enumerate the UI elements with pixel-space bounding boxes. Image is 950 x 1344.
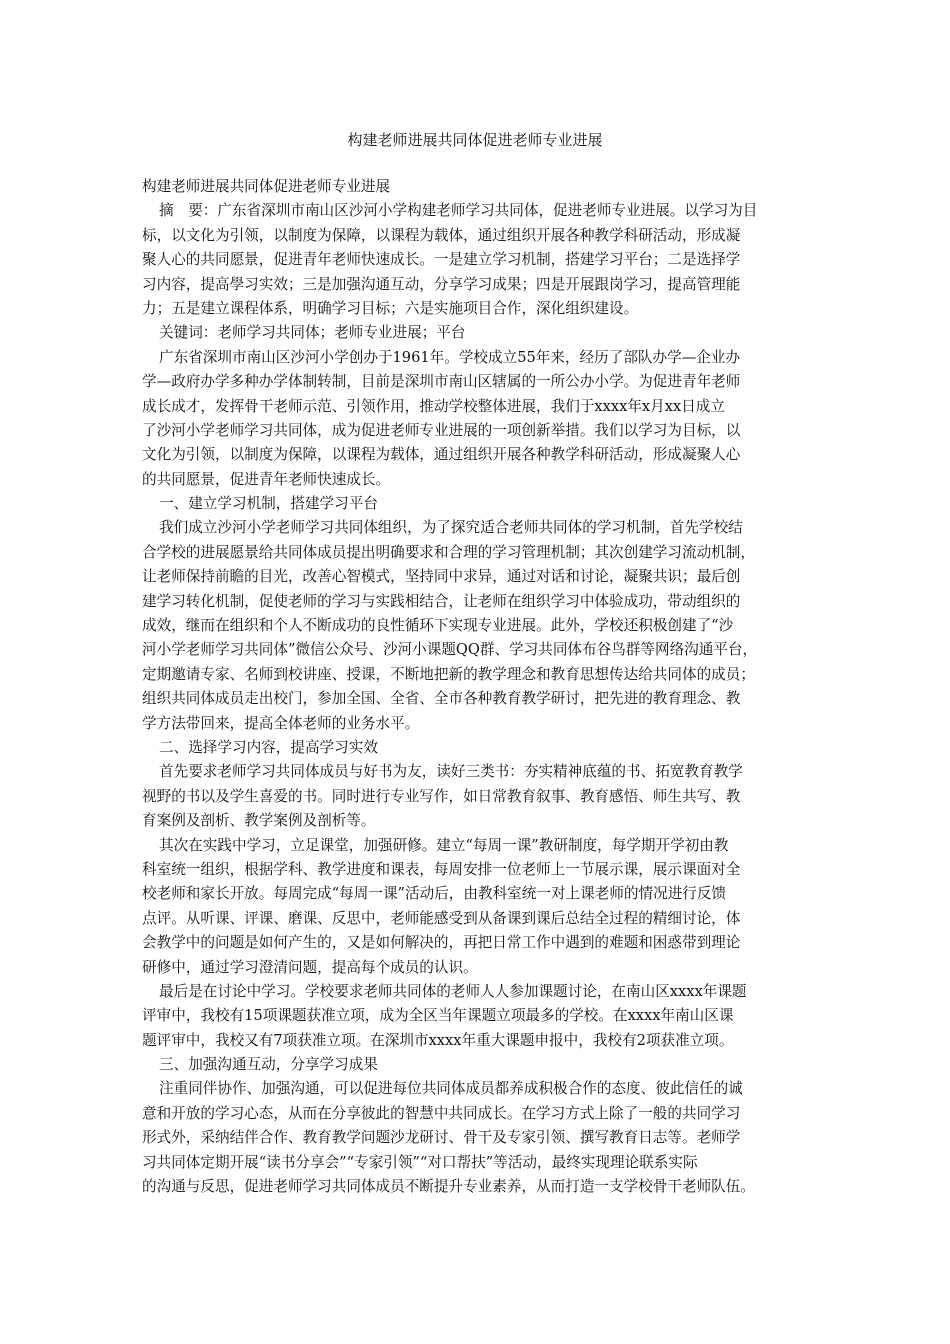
- paragraph-line: 让老师保持前瞻的目光，改善心智模式，坚持同中求异，通过对话和讨论，凝聚共识；最后创: [142, 568, 741, 586]
- paragraph-line: 会教学中的问题是如何产生的，又是如何解决的，再把日常工作中遇到的难题和困惑带到理论: [142, 934, 741, 952]
- section-heading: 一、建立学习机制，搭建学习平台: [159, 495, 378, 513]
- paragraph-line: 研修中，通过学习澄清问题，提高每个成员的认识。: [142, 958, 478, 976]
- paragraph-line: 了沙河小学老师学习共同体，成为促进老师专业进展的一项创新举措。我们以学习为目标，以: [142, 421, 741, 439]
- document-title: 构建老师进展共同体促进老师专业进展: [347, 131, 603, 149]
- abstract-line: 力；五是建立课程体系，明确学习目标；六是实施项目合作，深化组织建设。: [142, 299, 639, 317]
- paragraph-line: 组织共同体成员走出校门，参加全国、全省、全市各种教育教学研讨，把先进的教育理念、教: [142, 690, 741, 708]
- paragraph-line: 建学习转化机制，促使老师的学习与实践相结合，让老师在组织学习中体验成功，带动组织的: [142, 592, 741, 610]
- paragraph-line: 我们成立沙河小学老师学习共同体组织，为了探究适合老师共同体的学习机制，首先学校结: [159, 519, 743, 537]
- abstract-line: 摘 要：广东省深圳市南山区沙河小学构建老师学习共同体，促进老师专业进展。以学习为目: [159, 202, 758, 220]
- paragraph-line: 视野的书以及学生喜爱的书。同时进行专业写作，如日常教育叙事、教育感悟、师生共写、教: [142, 787, 741, 805]
- paragraph-line: 其次在实践中学习，立足课堂，加强研修。建立“每周一课”教研制度，每学期开学初由教: [159, 836, 729, 854]
- abstract-line: 聚人心的共同愿景，促进青年老师快速成长。一是建立学习机制，搭建学习平台；二是选择学: [142, 251, 741, 269]
- paragraph-line: 成长成才，发挥骨干老师示范、引领作用，推动学校整体进展，我们于xxxx年x月xx日成立: [142, 397, 725, 415]
- paragraph-line: 意和开放的学习心态，从而在分享彼此的智慧中共同成长。在学习方式上除了一般的共同学习: [142, 1104, 741, 1122]
- paragraph-line: 成效，继而在组织和个人不断成功的良性循环下实现专业进展。此外，学校还积极创建了“沙: [142, 617, 734, 635]
- paragraph-line: 评审中，我校有15项课题获准立项，成为全区当年课题立项最多的学校。在xxxx年南山区课: [142, 1007, 734, 1025]
- paragraph-line: 学—政府办学多种办学体制转制，目前是深圳市南山区辖属的一所公办小学。为促进青年老师: [142, 373, 741, 391]
- paragraph-line: 的沟通与反思，促进老师学习共同体成员不断提升专业素养，从而打造一支学校骨干老师队伍。: [142, 1178, 755, 1196]
- section-heading: 三、加强沟通互动，分享学习成果: [159, 1056, 378, 1074]
- paragraph-line: 点评。从听课、评课、磨课、反思中，老师能感受到从备课到课后总结全过程的精细讨论，体: [142, 909, 741, 927]
- abstract-line: 标，以文化为引领，以制度为保障，以课程为载体，通过组织开展各种教学科研活动，形成凝: [142, 226, 741, 244]
- paragraph-line: 学方法带回来，提高全体老师的业务水平。: [142, 714, 420, 732]
- paragraph-line: 的共同愿景，促进青年老师快速成长。: [142, 470, 391, 488]
- section-heading: 二、选择学习内容，提高学习实效: [159, 738, 378, 756]
- paragraph-line: 育案例及剖析、教学案例及剖析等。: [142, 812, 376, 830]
- paragraph-line: 文化为引领，以制度为保障，以课程为载体，通过组织开展各种教学科研活动，形成凝聚人心: [142, 446, 741, 464]
- paragraph-line: 习共同体定期开展“读书分享会”“专家引领”“对口帮扶”等活动，最终实现理论联系实际: [142, 1153, 698, 1171]
- paragraph-line: 形式外，采纳结伴合作、教育教学问题沙龙研讨、骨干及专家引领、撰写教育日志等。老师学: [142, 1129, 741, 1147]
- paragraph-line: 河小学老师学习共同体”微信公众号、沙河小课题QQ群、学习共同体布谷鸟群等网络沟通平台，: [142, 641, 758, 659]
- abstract-line: 习内容，提高學习实效；三是加强沟通互动，分享学习成果；四是开展跟岗学习，提高管理能: [142, 275, 741, 293]
- paragraph-line: 首先要求老师学习共同体成员与好书为友，读好三类书：夯实精神底蕴的书、拓宽教育教学: [159, 763, 743, 781]
- paragraph-line: 定期邀请专家、名师到校讲座、授课，不断地把新的教学理念和教育思想传达给共同体的成员；: [142, 665, 755, 683]
- keywords-line: 关键词：老师学习共同体；老师专业进展；平台: [159, 324, 466, 342]
- paragraph-line: 合学校的进展愿景给共同体成员提出明确要求和合理的学习管理机制；其次创建学习流动机制，: [142, 543, 755, 561]
- paragraph-line: 最后是在讨论中学习。学校要求老师共同体的老师人人参加课题讨论，在南山区xxxx年课题: [159, 982, 747, 1000]
- paragraph-line: 注重同伴协作、加强沟通，可以促进每位共同体成员都养成积极合作的态度、彼此信任的诚: [159, 1080, 743, 1098]
- paragraph-line: 校老师和家长开放。每周完成“每周一课”活动后，由教科室统一对上课老师的情况进行反馈: [142, 885, 727, 903]
- paragraph-line: 广东省深圳市南山区沙河小学创办于1961年。学校成立55年来，经历了部队办学—企业办: [159, 348, 741, 366]
- document-subtitle: 构建老师进展共同体促进老师专业进展: [142, 178, 391, 195]
- paragraph-line: 科室统一组织，根据学科、教学进度和课表，每周安排一位老师上一节展示课，展示课面对全: [142, 860, 741, 878]
- paragraph-line: 题评审中，我校又有7项获准立项。在深圳市xxxx年重大课题申报中，我校有2项获准立项。: [142, 1031, 734, 1049]
- document-body: [142, 175, 808, 1199]
